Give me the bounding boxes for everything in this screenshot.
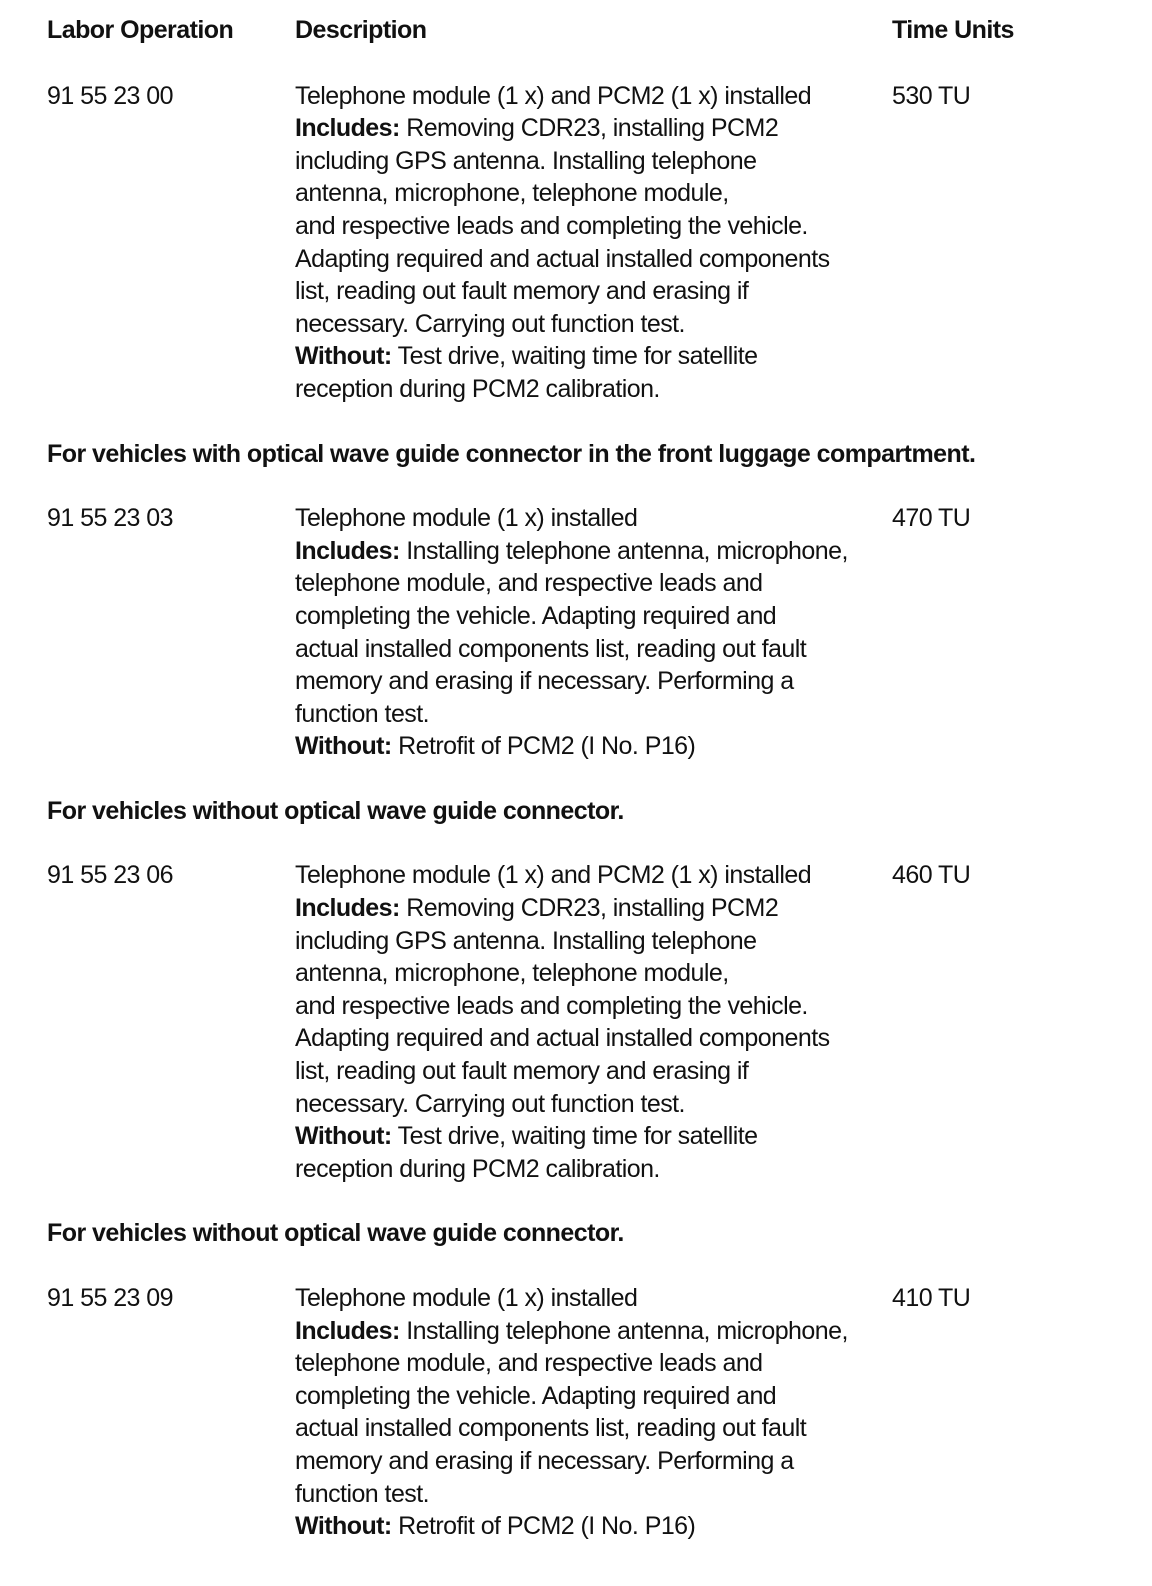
bold-label: Without: bbox=[295, 1122, 392, 1151]
description bbox=[295, 1282, 892, 1543]
section-heading: For vehicles without optical wave guide connector. bbox=[47, 1219, 624, 1248]
bold-label: Includes: bbox=[295, 536, 400, 565]
line-text: necessary. Carrying out function test. bbox=[295, 309, 685, 338]
description bbox=[295, 80, 892, 406]
description-line bbox=[295, 80, 892, 113]
header-time-units: Time Units bbox=[892, 16, 1014, 44]
line-text: necessary. Carrying out function test. bbox=[295, 1089, 685, 1118]
bold-label: Includes: bbox=[295, 114, 400, 143]
description-line bbox=[295, 1347, 892, 1380]
labor-operation-code: 91 55 23 03 bbox=[47, 504, 174, 533]
table-row bbox=[47, 1282, 1137, 1543]
line-text: actual installed components list, reading out fault bbox=[295, 634, 807, 663]
description-line bbox=[295, 1088, 892, 1121]
description bbox=[295, 859, 892, 1185]
line-text: Telephone module (1 x) and PCM2 (1 x) installed bbox=[295, 861, 812, 890]
table-row bbox=[47, 859, 1137, 1185]
description-line bbox=[295, 112, 892, 145]
description-line bbox=[295, 308, 892, 341]
line-text: Telephone module (1 x) installed bbox=[295, 1284, 638, 1312]
entries bbox=[47, 80, 1137, 1543]
line-text: Telephone module (1 x) installed bbox=[295, 504, 638, 533]
line-text: actual installed components list, reading out fault bbox=[295, 1414, 807, 1443]
line-text: list, reading out fault memory and erasing if bbox=[295, 277, 749, 306]
description-line bbox=[295, 1055, 892, 1088]
description-line bbox=[295, 340, 892, 373]
line-text: function test. bbox=[295, 1479, 430, 1508]
bold-label: Without: bbox=[295, 342, 392, 371]
line-text: including GPS antenna. Installing telephone bbox=[295, 146, 757, 175]
line-text: and respective leads and completing the vehicle. bbox=[295, 991, 808, 1020]
line-text: memory and erasing if necessary. Performing a bbox=[295, 667, 794, 696]
labor-operation-code: 91 55 23 06 bbox=[47, 861, 174, 890]
line-text: antenna, microphone, telephone module, bbox=[295, 179, 729, 208]
line-text: Telephone module (1 x) and PCM2 (1 x) installed bbox=[295, 81, 812, 110]
labor-operation-code: 91 55 23 00 bbox=[47, 81, 174, 110]
labor-operation-code: 91 55 23 09 bbox=[47, 1284, 174, 1312]
description-line bbox=[295, 567, 892, 600]
time-units: 460 TU bbox=[892, 861, 971, 890]
description-line bbox=[295, 633, 892, 666]
header-labor-operation: Labor Operation bbox=[47, 16, 234, 44]
time-units: 530 TU bbox=[892, 81, 971, 110]
description-line bbox=[295, 1315, 892, 1348]
line-text: Installing telephone antenna, microphone, bbox=[399, 536, 848, 565]
section-heading: For vehicles with optical wave guide connector in the front luggage compartment. bbox=[47, 439, 976, 468]
description bbox=[295, 502, 892, 763]
line-text: completing the vehicle. Adapting required and bbox=[295, 601, 777, 630]
description-line bbox=[295, 210, 892, 243]
description-line bbox=[295, 1478, 892, 1511]
table-header bbox=[47, 14, 1137, 47]
labor-operations-document bbox=[47, 14, 1137, 1575]
line-text: reception during PCM2 calibration. bbox=[295, 1154, 660, 1183]
description-line bbox=[295, 1412, 892, 1445]
description-line bbox=[295, 665, 892, 698]
line-text: antenna, microphone, telephone module, bbox=[295, 959, 729, 988]
line-text: Adapting required and actual installed components bbox=[295, 1024, 830, 1053]
description-line bbox=[295, 145, 892, 178]
description-line bbox=[295, 1120, 892, 1153]
line-text: Installing telephone antenna, microphone, bbox=[399, 1316, 848, 1345]
description-line bbox=[295, 1445, 892, 1478]
line-text: Test drive, waiting time for satellite bbox=[391, 342, 758, 371]
description-line bbox=[295, 957, 892, 990]
line-text: function test. bbox=[295, 699, 430, 728]
bold-label: Includes: bbox=[295, 894, 400, 923]
line-text: memory and erasing if necessary. Performing a bbox=[295, 1446, 794, 1475]
bold-label: Without: bbox=[295, 732, 392, 761]
description-line bbox=[295, 502, 892, 535]
line-text: Retrofit of PCM2 (I No. P16) bbox=[391, 732, 696, 761]
line-text: Removing CDR23, installing PCM2 bbox=[399, 894, 779, 923]
table-row bbox=[47, 80, 1137, 406]
line-text: list, reading out fault memory and erasing if bbox=[295, 1057, 749, 1086]
description-line bbox=[295, 535, 892, 568]
description-line bbox=[295, 1380, 892, 1413]
description-line bbox=[295, 1282, 892, 1315]
line-text: and respective leads and completing the vehicle. bbox=[295, 211, 808, 240]
time-units: 470 TU bbox=[892, 504, 971, 533]
description-line bbox=[295, 243, 892, 276]
description-line bbox=[295, 925, 892, 958]
line-text: including GPS antenna. Installing telephone bbox=[295, 926, 757, 955]
line-text: Test drive, waiting time for satellite bbox=[391, 1122, 758, 1151]
description-line bbox=[295, 275, 892, 308]
description-line bbox=[295, 600, 892, 633]
description-line bbox=[295, 990, 892, 1023]
section-heading: For vehicles without optical wave guide connector. bbox=[47, 796, 624, 825]
time-units: 410 TU bbox=[892, 1284, 971, 1312]
description-line bbox=[295, 1510, 892, 1543]
line-text: Adapting required and actual installed components bbox=[295, 244, 830, 273]
bold-label: Includes: bbox=[295, 1316, 400, 1345]
description-line bbox=[295, 1022, 892, 1055]
header-description: Description bbox=[295, 16, 427, 44]
line-text: reception during PCM2 calibration. bbox=[295, 374, 660, 403]
description-line bbox=[295, 177, 892, 210]
description-line bbox=[295, 730, 892, 763]
line-text: Removing CDR23, installing PCM2 bbox=[399, 114, 779, 143]
line-text: Retrofit of PCM2 (I No. P16) bbox=[391, 1512, 696, 1541]
table-row bbox=[47, 502, 1137, 763]
bold-label: Without: bbox=[295, 1512, 392, 1541]
description-line bbox=[295, 373, 892, 406]
description-line bbox=[295, 859, 892, 892]
description-line bbox=[295, 892, 892, 925]
description-line bbox=[295, 698, 892, 731]
description-line bbox=[295, 1153, 892, 1186]
line-text: completing the vehicle. Adapting required and bbox=[295, 1381, 777, 1410]
line-text: telephone module, and respective leads and bbox=[295, 569, 763, 598]
line-text: telephone module, and respective leads and bbox=[295, 1349, 763, 1378]
